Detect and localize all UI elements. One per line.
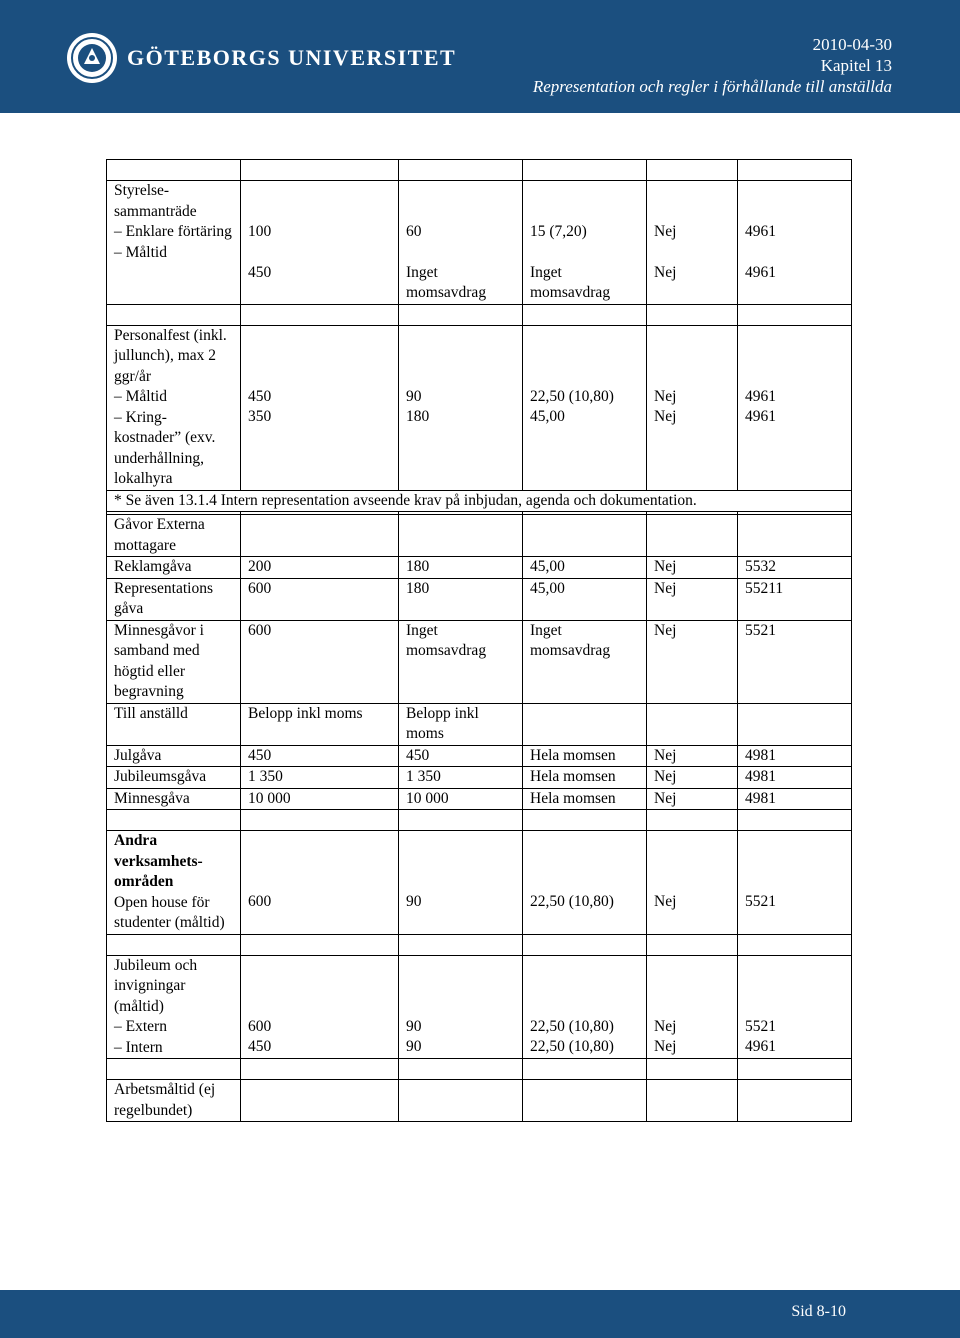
cell: 1 350 — [241, 767, 399, 789]
spacer-row — [107, 160, 852, 181]
cell: 4981 — [738, 767, 852, 789]
representation-table — [106, 159, 852, 1122]
cell: 450 — [241, 745, 399, 767]
university-seal-icon — [66, 32, 118, 84]
header-date: 2010-04-30 — [812, 35, 892, 54]
cell: 45,00 — [523, 578, 647, 620]
cell: 5521 — [738, 620, 852, 703]
row-label: Open house för studenter (måltid) — [114, 893, 225, 931]
table-row — [107, 181, 852, 305]
cell: 600 — [248, 1017, 272, 1035]
cell: 90 — [406, 1017, 422, 1035]
table-row — [107, 515, 852, 557]
cell: 4961 — [745, 387, 776, 405]
cell: 55211 — [738, 578, 852, 620]
row-label: Jubileumsgåva — [107, 767, 241, 789]
cell: 450 — [248, 387, 272, 405]
row-label: – Måltid — [114, 243, 167, 261]
table-row — [107, 767, 852, 789]
cell: 450 — [248, 1038, 272, 1055]
row-label: Minnesgåva — [107, 788, 241, 810]
cell: 180 — [399, 578, 523, 620]
table-row — [107, 703, 852, 745]
table-row — [107, 490, 852, 512]
page-number: Sid 8-10 — [791, 1303, 846, 1320]
row-label: – Måltid — [114, 388, 167, 405]
cell: 60 — [406, 223, 422, 240]
cell: Nej — [654, 263, 677, 281]
row-label: – Extern — [114, 1018, 167, 1035]
cell: Belopp inkl moms — [241, 703, 399, 745]
cell: 200 — [241, 557, 399, 579]
section-title-personalfest: Personalfest (inkl. jullunch), max 2 ggr/år — [114, 326, 227, 385]
spacer-row — [107, 934, 852, 955]
table-row — [107, 788, 852, 810]
table-row — [107, 955, 852, 1059]
row-label: – Intern — [114, 1038, 163, 1056]
cell: Hela momsen — [523, 767, 647, 789]
cell: Inget momsavdrag — [523, 620, 647, 703]
cell: Nej — [647, 745, 738, 767]
cell: Nej — [654, 387, 677, 405]
university-name: GÖTEBORGS UNIVERSITET — [127, 45, 457, 70]
cell: Nej — [654, 1038, 677, 1055]
cell: 90 — [406, 893, 422, 910]
cell: Nej — [654, 223, 677, 240]
cell: 45,00 — [530, 408, 565, 425]
row-label: Till anställd — [107, 703, 241, 745]
header-meta — [533, 34, 892, 97]
cell: 4961 — [745, 408, 776, 425]
table-row — [107, 578, 852, 620]
cell: Belopp inkl moms — [399, 703, 523, 745]
cell: 180 — [406, 408, 430, 425]
cell: 22,50 (10,80) — [530, 893, 614, 910]
table-row — [107, 620, 852, 703]
cell: 4981 — [738, 788, 852, 810]
row-label: Minnesgåvor i samband med högtid eller begravning — [107, 620, 241, 703]
cell: 1 350 — [399, 767, 523, 789]
cell: 4961 — [745, 223, 776, 240]
table-row — [107, 557, 852, 579]
cell: 5521 — [745, 1017, 776, 1035]
cell: 22,50 (10,80) — [530, 1017, 614, 1035]
cell: Nej — [647, 578, 738, 620]
section-title-jubileum: Jubileum och invigningar (måltid) — [114, 956, 198, 1015]
section-title-arbetsmaltid: Arbetsmåltid (ej regelbundet) — [107, 1080, 241, 1122]
section-title-styrelse: Styrelse- sammanträde — [114, 182, 197, 220]
cell: 600 — [241, 620, 399, 703]
cell: Inget momsavdrag — [406, 263, 487, 301]
cell: 22,50 (10,80) — [530, 387, 614, 405]
cell: 350 — [248, 408, 272, 425]
personalfest-note: * Se även 13.1.4 Intern representation avseende krav på inbjudan, agenda och dokumentation. — [107, 490, 852, 512]
section-title-gavor: Gåvor Externa mottagare — [107, 515, 241, 557]
cell: Nej — [647, 788, 738, 810]
cell: Nej — [654, 893, 677, 910]
cell: Inget momsavdrag — [530, 263, 611, 301]
spacer-row — [107, 1059, 852, 1080]
cell: Hela momsen — [523, 788, 647, 810]
table-row — [107, 325, 852, 490]
cell: 600 — [241, 578, 399, 620]
cell: 90 — [406, 387, 422, 405]
row-label: Representations gåva — [107, 578, 241, 620]
cell: Nej — [654, 408, 677, 425]
cell: 180 — [399, 557, 523, 579]
cell: 10 000 — [241, 788, 399, 810]
table-row — [107, 745, 852, 767]
cell: 600 — [248, 893, 272, 910]
page-footer — [0, 1290, 960, 1338]
cell: Nej — [647, 767, 738, 789]
cell: Nej — [647, 620, 738, 703]
table-row — [107, 831, 852, 935]
row-label: Reklamgåva — [107, 557, 241, 579]
cell: 10 000 — [399, 788, 523, 810]
cell: 450 — [399, 745, 523, 767]
cell: Hela momsen — [523, 745, 647, 767]
cell: Nej — [654, 1017, 677, 1035]
cell: 100 — [248, 223, 272, 240]
table-row — [107, 1080, 852, 1122]
spacer-row — [107, 304, 852, 325]
cell: 5521 — [745, 893, 776, 910]
spacer-row — [107, 810, 852, 831]
cell: 450 — [248, 263, 272, 281]
cell: 4961 — [745, 263, 776, 281]
cell: Inget momsavdrag — [399, 620, 523, 703]
cell: 22,50 (10,80) — [530, 1038, 614, 1055]
header-chapter: Kapitel 13 — [820, 56, 892, 75]
page-header — [0, 0, 960, 113]
section-title-andra: Andra verksamhets- områden — [114, 832, 203, 890]
cell: 4961 — [745, 1038, 776, 1055]
header-subtitle: Representation och regler i förhållande till anställda — [532, 77, 892, 96]
row-label: Julgåva — [107, 745, 241, 767]
cell: 5532 — [738, 557, 852, 579]
cell: Nej — [647, 557, 738, 579]
cell: 4981 — [738, 745, 852, 767]
row-label: – Enklare förtäring — [114, 223, 232, 240]
cell: 90 — [406, 1038, 422, 1055]
cell: 15 (7,20) — [530, 223, 587, 240]
row-label: – Kring- kostnader” (exv. underhållning, lokalhyra — [114, 408, 216, 487]
cell: 45,00 — [523, 557, 647, 579]
